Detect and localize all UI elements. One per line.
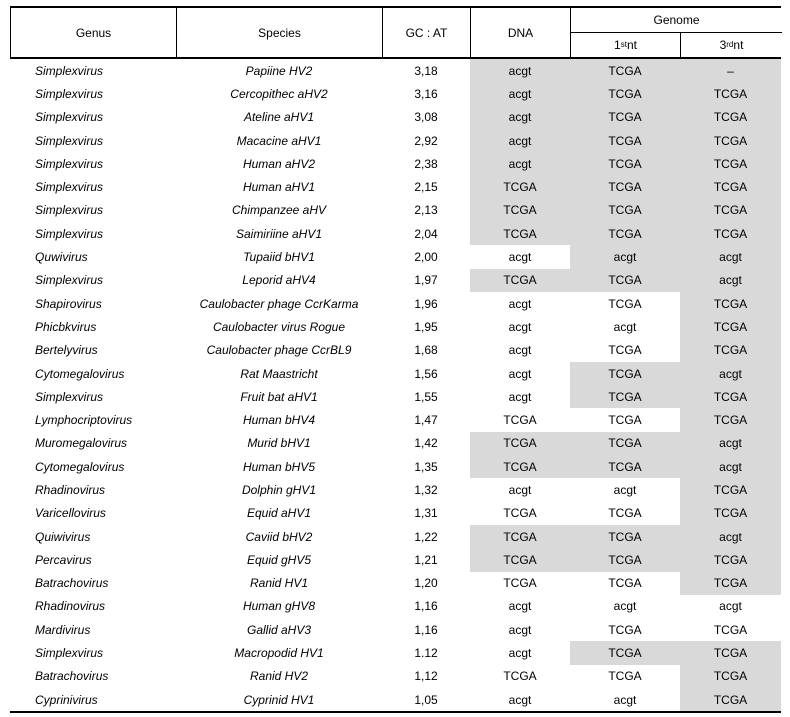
third-nt-cell: TCGA [680, 315, 781, 338]
genus-cell: Simplexvirus [35, 156, 104, 171]
table-row [10, 339, 781, 362]
genus-cell: Simplexvirus [35, 86, 104, 101]
table-row [10, 129, 781, 152]
species-cell: Papiine HV2 [245, 63, 313, 78]
species-cell: Ranid HV2 [249, 669, 309, 684]
genus-cell: Simplexvirus [35, 63, 104, 78]
first-nt-cell: TCGA [608, 296, 642, 311]
gc-at-cell: 1,20 [414, 576, 438, 591]
gc-at-cell: 1,55 [414, 389, 438, 404]
genus-cell: Simplexvirus [35, 203, 104, 218]
header-third-nt-unit: nt [733, 38, 744, 52]
first-nt-cell: TCGA [570, 152, 680, 175]
first-nt-cell: TCGA [570, 362, 680, 385]
genus-cell: Simplexvirus [35, 110, 104, 125]
gc-at-cell: 1,96 [414, 296, 438, 311]
header-genome [571, 8, 782, 33]
dna-cell: acgt [508, 366, 532, 381]
third-nt-cell: TCGA [680, 688, 781, 711]
table-row [10, 152, 781, 175]
first-nt-cell: TCGA [570, 432, 680, 455]
header-third-nt [681, 33, 782, 57]
third-nt-cell: TCGA [713, 622, 748, 637]
gc-at-cell: 3,08 [414, 110, 438, 125]
table-row [10, 618, 781, 641]
dna-cell: acgt [470, 152, 570, 175]
table-row [10, 548, 781, 571]
gc-at-cell: 1,56 [414, 366, 438, 381]
dna-cell: acgt [508, 599, 532, 614]
header-gc-at [383, 8, 471, 57]
third-nt-cell: TCGA [680, 129, 781, 152]
header-gc-at-label: GC : AT [405, 25, 448, 40]
table-row [10, 525, 781, 548]
gc-at-cell: 2,15 [414, 180, 438, 195]
gc-at-cell: 1,05 [414, 692, 438, 707]
first-nt-cell: TCGA [570, 641, 680, 664]
third-nt-cell: acgt [680, 432, 781, 455]
header-dna-label: DNA [507, 25, 534, 40]
species-cell: Human gHV8 [242, 599, 316, 614]
species-cell: Rat Maastricht [240, 366, 318, 381]
first-nt-cell: acgt [613, 692, 637, 707]
species-cell: Human aHV1 [242, 180, 316, 195]
gc-at-cell: 2,92 [414, 133, 438, 148]
table-row [10, 59, 781, 82]
header-first-nt-unit: nt [626, 38, 637, 52]
dna-cell: acgt [508, 646, 532, 661]
table-row [10, 455, 781, 478]
header-third-nt-sup: rd [726, 40, 734, 49]
third-nt-cell: TCGA [680, 502, 781, 525]
gc-at-cell: 3,18 [414, 63, 438, 78]
species-cell: Dolphin gHV1 [241, 482, 317, 497]
table-row [10, 688, 781, 711]
first-nt-cell: TCGA [570, 222, 680, 245]
species-cell: Saimiriine aHV1 [235, 226, 323, 241]
dna-cell: TCGA [470, 525, 570, 548]
species-cell: Equid aHV1 [246, 506, 312, 521]
third-nt-cell: acgt [719, 599, 742, 614]
third-nt-cell: acgt [680, 269, 781, 292]
genus-cell: Mardivirus [35, 622, 91, 637]
gc-at-cell: 1,22 [414, 529, 438, 544]
species-cell: Caulobacter virus Rogue [212, 319, 346, 334]
first-nt-cell: TCGA [570, 525, 680, 548]
data-table [10, 6, 781, 713]
first-nt-cell: TCGA [570, 59, 680, 82]
dna-cell: TCGA [470, 455, 570, 478]
first-nt-cell: acgt [613, 319, 637, 334]
gc-at-cell: 1,21 [414, 552, 438, 567]
first-nt-cell: TCGA [570, 455, 680, 478]
genus-cell: Simplexvirus [35, 133, 104, 148]
species-cell: Macacine aHV1 [236, 133, 322, 148]
table-row [10, 175, 781, 198]
genus-cell: Simplexvirus [35, 389, 104, 404]
genus-cell: Rhadinovirus [35, 599, 106, 614]
table-row [10, 245, 781, 268]
first-nt-cell: acgt [570, 245, 680, 268]
table-header [10, 6, 781, 59]
species-cell: Chimpanzee aHV [231, 203, 327, 218]
species-cell: Human bHV4 [242, 413, 316, 428]
gc-at-cell: 1,32 [414, 482, 438, 497]
third-nt-cell: acgt [680, 245, 781, 268]
genus-cell: Batrachovirus [35, 669, 109, 684]
dna-cell: acgt [508, 296, 532, 311]
first-nt-cell: TCGA [570, 82, 680, 105]
species-cell: Caulobacter phage CcrKarma [199, 296, 359, 311]
genus-cell: Cytomegalovirus [35, 366, 125, 381]
species-cell: Ranid HV1 [249, 576, 309, 591]
table-row [10, 222, 781, 245]
header-dna [471, 8, 571, 57]
gc-at-cell: 3,16 [414, 86, 438, 101]
third-nt-cell: TCGA [680, 665, 781, 688]
gc-at-cell: 1,16 [414, 599, 438, 614]
table-row [10, 199, 781, 222]
third-nt-cell: TCGA [680, 222, 781, 245]
species-cell: Human aHV2 [242, 156, 316, 171]
gc-at-cell: 1,68 [414, 343, 438, 358]
dna-cell: acgt [470, 106, 570, 129]
genus-cell: Rhadinovirus [35, 482, 106, 497]
first-nt-cell: acgt [613, 599, 637, 614]
header-first-nt-num: 1 [614, 38, 621, 52]
first-nt-cell: TCGA [608, 506, 642, 521]
third-nt-cell: TCGA [680, 106, 781, 129]
dna-cell: TCGA [503, 506, 537, 521]
species-cell: Equid gHV5 [246, 552, 312, 567]
third-nt-cell: TCGA [680, 641, 781, 664]
table-body [10, 59, 781, 713]
table-row [10, 385, 781, 408]
dna-cell: acgt [508, 622, 532, 637]
dna-cell: acgt [470, 129, 570, 152]
first-nt-cell: TCGA [608, 343, 642, 358]
gc-at-cell: 1,35 [414, 459, 438, 474]
first-nt-cell: TCGA [570, 199, 680, 222]
dna-cell: acgt [508, 319, 532, 334]
dna-cell: acgt [470, 82, 570, 105]
third-nt-cell: TCGA [680, 572, 781, 595]
dna-cell: acgt [508, 482, 532, 497]
table-row [10, 315, 781, 338]
gc-at-cell: 1,42 [414, 436, 438, 451]
third-nt-cell: TCGA [680, 82, 781, 105]
species-cell: Leporid aHV4 [242, 273, 316, 288]
third-nt-cell: – [680, 59, 781, 82]
genus-cell: Simplexvirus [35, 273, 104, 288]
table-row [10, 572, 781, 595]
gc-at-cell: 2,04 [414, 226, 438, 241]
dna-cell: acgt [508, 389, 532, 404]
dna-cell: acgt [508, 250, 532, 265]
genus-cell: Phicbkvirus [35, 319, 97, 334]
genus-cell: Varicellovirus [35, 506, 106, 521]
species-cell: Caviid bHV2 [245, 529, 313, 544]
species-cell: Ateline aHV1 [243, 110, 315, 125]
species-cell: Macropodid HV1 [234, 646, 324, 661]
third-nt-cell: TCGA [680, 199, 781, 222]
header-genome-label: Genome [653, 13, 700, 27]
genus-cell: Simplexvirus [35, 226, 104, 241]
species-cell: Cercopithec aHV2 [230, 86, 328, 101]
table-row [10, 106, 781, 129]
first-nt-cell: TCGA [570, 269, 680, 292]
first-nt-cell: TCGA [570, 106, 680, 129]
third-nt-cell: TCGA [680, 478, 781, 501]
dna-cell: TCGA [470, 222, 570, 245]
species-cell: Murid bHV1 [247, 436, 311, 451]
dna-cell: TCGA [470, 548, 570, 571]
table-row [10, 362, 781, 385]
third-nt-cell: TCGA [680, 292, 781, 315]
species-cell: Fruit bat aHV1 [240, 389, 318, 404]
genus-cell: Simplexvirus [35, 646, 104, 661]
gc-at-cell: 1,16 [414, 622, 438, 637]
species-cell: Human bHV5 [242, 459, 316, 474]
species-cell: Gallid aHV3 [246, 622, 312, 637]
table-row [10, 595, 781, 618]
third-nt-cell: TCGA [680, 152, 781, 175]
gc-at-cell: 1,95 [414, 319, 438, 334]
gc-at-cell: 1.12 [414, 646, 438, 661]
dna-cell: TCGA [470, 269, 570, 292]
gc-at-cell: 1,31 [414, 506, 438, 521]
table-row [10, 82, 781, 105]
gc-at-cell: 2,00 [414, 250, 438, 265]
table-row [10, 478, 781, 501]
dna-cell: TCGA [470, 432, 570, 455]
genus-cell: Percavirus [35, 552, 92, 567]
gc-at-cell: 2,38 [414, 156, 438, 171]
genus-cell: Bertelyvirus [35, 343, 98, 358]
species-cell: Cyprinid HV1 [243, 692, 315, 707]
first-nt-cell: TCGA [608, 413, 642, 428]
header-first-nt [571, 33, 681, 57]
genus-cell: Lymphocriptovirus [35, 413, 133, 428]
genus-cell: Cytomegalovirus [35, 459, 125, 474]
third-nt-cell: acgt [680, 455, 781, 478]
third-nt-cell: TCGA [680, 408, 781, 431]
header-species-label: Species [258, 25, 301, 40]
first-nt-cell: TCGA [570, 129, 680, 152]
first-nt-cell: TCGA [608, 576, 642, 591]
third-nt-cell: TCGA [680, 339, 781, 362]
first-nt-cell: TCGA [570, 175, 680, 198]
first-nt-cell: TCGA [608, 669, 642, 684]
genus-cell: Batrachovirus [35, 576, 109, 591]
first-nt-cell: acgt [613, 482, 637, 497]
third-nt-cell: TCGA [680, 175, 781, 198]
table-row [10, 502, 781, 525]
first-nt-cell: TCGA [570, 548, 680, 571]
table-row [10, 269, 781, 292]
third-nt-cell: acgt [680, 362, 781, 385]
third-nt-cell: TCGA [680, 385, 781, 408]
genus-cell: Muromegalovirus [35, 436, 128, 451]
header-third-nt-num: 3 [719, 38, 727, 52]
header-genus-label: Genus [75, 25, 112, 40]
genus-cell: Quiwivirus [35, 529, 91, 544]
table-row [10, 292, 781, 315]
genus-cell: Quwivirus [35, 250, 88, 265]
gc-at-cell: 1,12 [414, 669, 438, 684]
table-row [10, 432, 781, 455]
dna-cell: TCGA [503, 576, 537, 591]
dna-cell: TCGA [503, 669, 537, 684]
genus-cell: Simplexvirus [35, 180, 104, 195]
genus-cell: Cyprinivirus [35, 692, 98, 707]
gc-at-cell: 1,47 [414, 413, 438, 428]
header-genus [11, 8, 177, 57]
third-nt-cell: TCGA [680, 548, 781, 571]
dna-cell: acgt [508, 692, 532, 707]
first-nt-cell: TCGA [608, 622, 642, 637]
genus-cell: Shapirovirus [35, 296, 102, 311]
dna-cell: acgt [508, 343, 532, 358]
gc-at-cell: 2,13 [414, 203, 438, 218]
table-row [10, 641, 781, 664]
table-row [10, 408, 781, 431]
species-cell: Tupaiid bHV1 [243, 250, 315, 265]
dna-cell: TCGA [503, 413, 537, 428]
header-species [177, 8, 383, 57]
dna-cell: TCGA [470, 175, 570, 198]
table-row [10, 665, 781, 688]
dna-cell: TCGA [470, 199, 570, 222]
dna-cell: acgt [470, 59, 570, 82]
first-nt-cell: TCGA [570, 385, 680, 408]
third-nt-cell: acgt [680, 525, 781, 548]
header-first-nt-sup: st [620, 40, 627, 49]
gc-at-cell: 1,97 [414, 273, 438, 288]
species-cell: Caulobacter phage CcrBL9 [206, 343, 352, 358]
